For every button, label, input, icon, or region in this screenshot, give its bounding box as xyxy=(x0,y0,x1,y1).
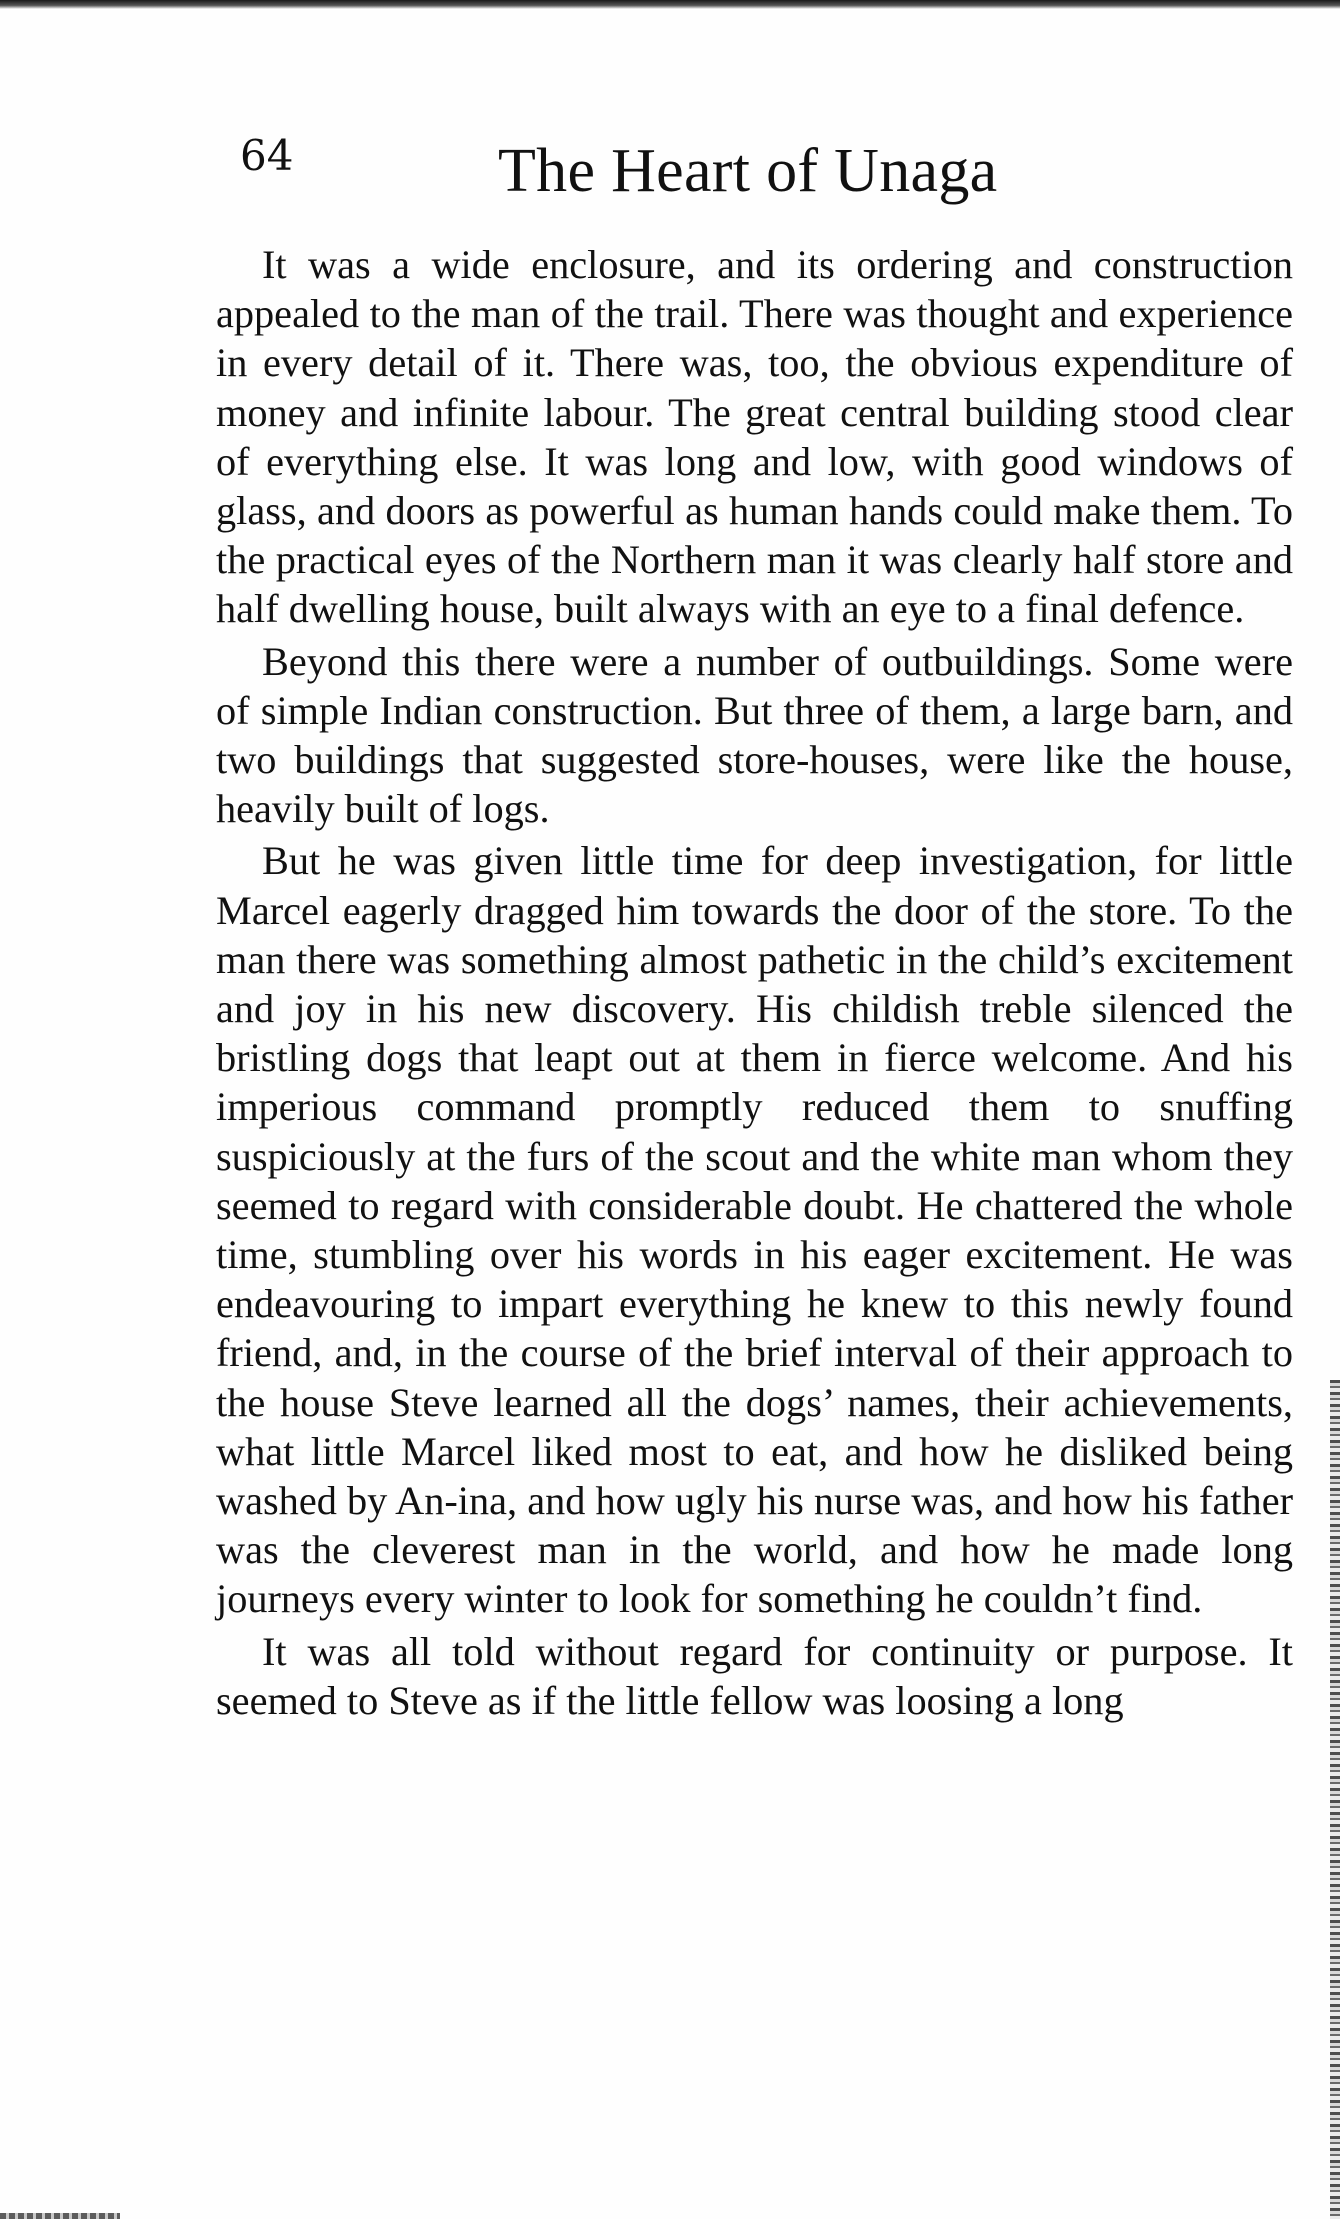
scan-top-edge xyxy=(0,0,1340,9)
paragraph-4: It was all told without regard for continuity or purpose. It seemed to Steve as if the little fellow was loosing a long xyxy=(216,1628,1293,1723)
scan-right-edge xyxy=(1330,1380,1340,2219)
paragraph-1: It was a wide enclosure, and its ordering and construction appealed to the man of the trail. There was thought and experience in every detail of it. There was, too, the obvious expenditure of money and infinite labour. The great central building stood clear of everything else. It was long and low, with good windows of glass, and doors as powerful as human hands could make them. To the practical eyes of the Northern man it was clearly half store and half dwelling house, built always with an eye to a final defence. xyxy=(216,242,1293,632)
body-text xyxy=(216,240,1293,1728)
paragraph-3: But he was given little time for deep investigation, for little Marcel eagerly dragged him towards the door of the store. To the man there was something almost pathetic in the child’s excitement and joy in his new discovery. His childish treble silenced the bristling dogs that leapt out at them in fierce welcome. And his imperious command promptly reduced them to snuffing suspiciously at the furs of the scout and the white man whom they seemed to regard with considerable doubt. He chattered the whole time, stumbling over his words in his eager excitement. He was endeavouring to impart everything he knew to this newly found friend, and, in the course of the brief interval of their approach to the house Steve learned all the dogs’ names, their achievements, what little Marcel liked most to eat, and how he disliked being washed by An-ina, and how ugly his nurse was, and how his father was the cleverest man in the world, and how he made long journeys every winter to look for something he couldn’t find. xyxy=(216,838,1293,1622)
running-title: The Heart of Unaga xyxy=(498,137,998,205)
paragraph-2: Beyond this there were a number of outbuildings. Some were of simple Indian construction. But three of them, a large barn, and two buildings that suggested store-houses, were like the house, heavily built of logs. xyxy=(216,638,1293,832)
page-number: 64 xyxy=(240,131,294,180)
scan-bottom-edge xyxy=(0,2213,120,2219)
